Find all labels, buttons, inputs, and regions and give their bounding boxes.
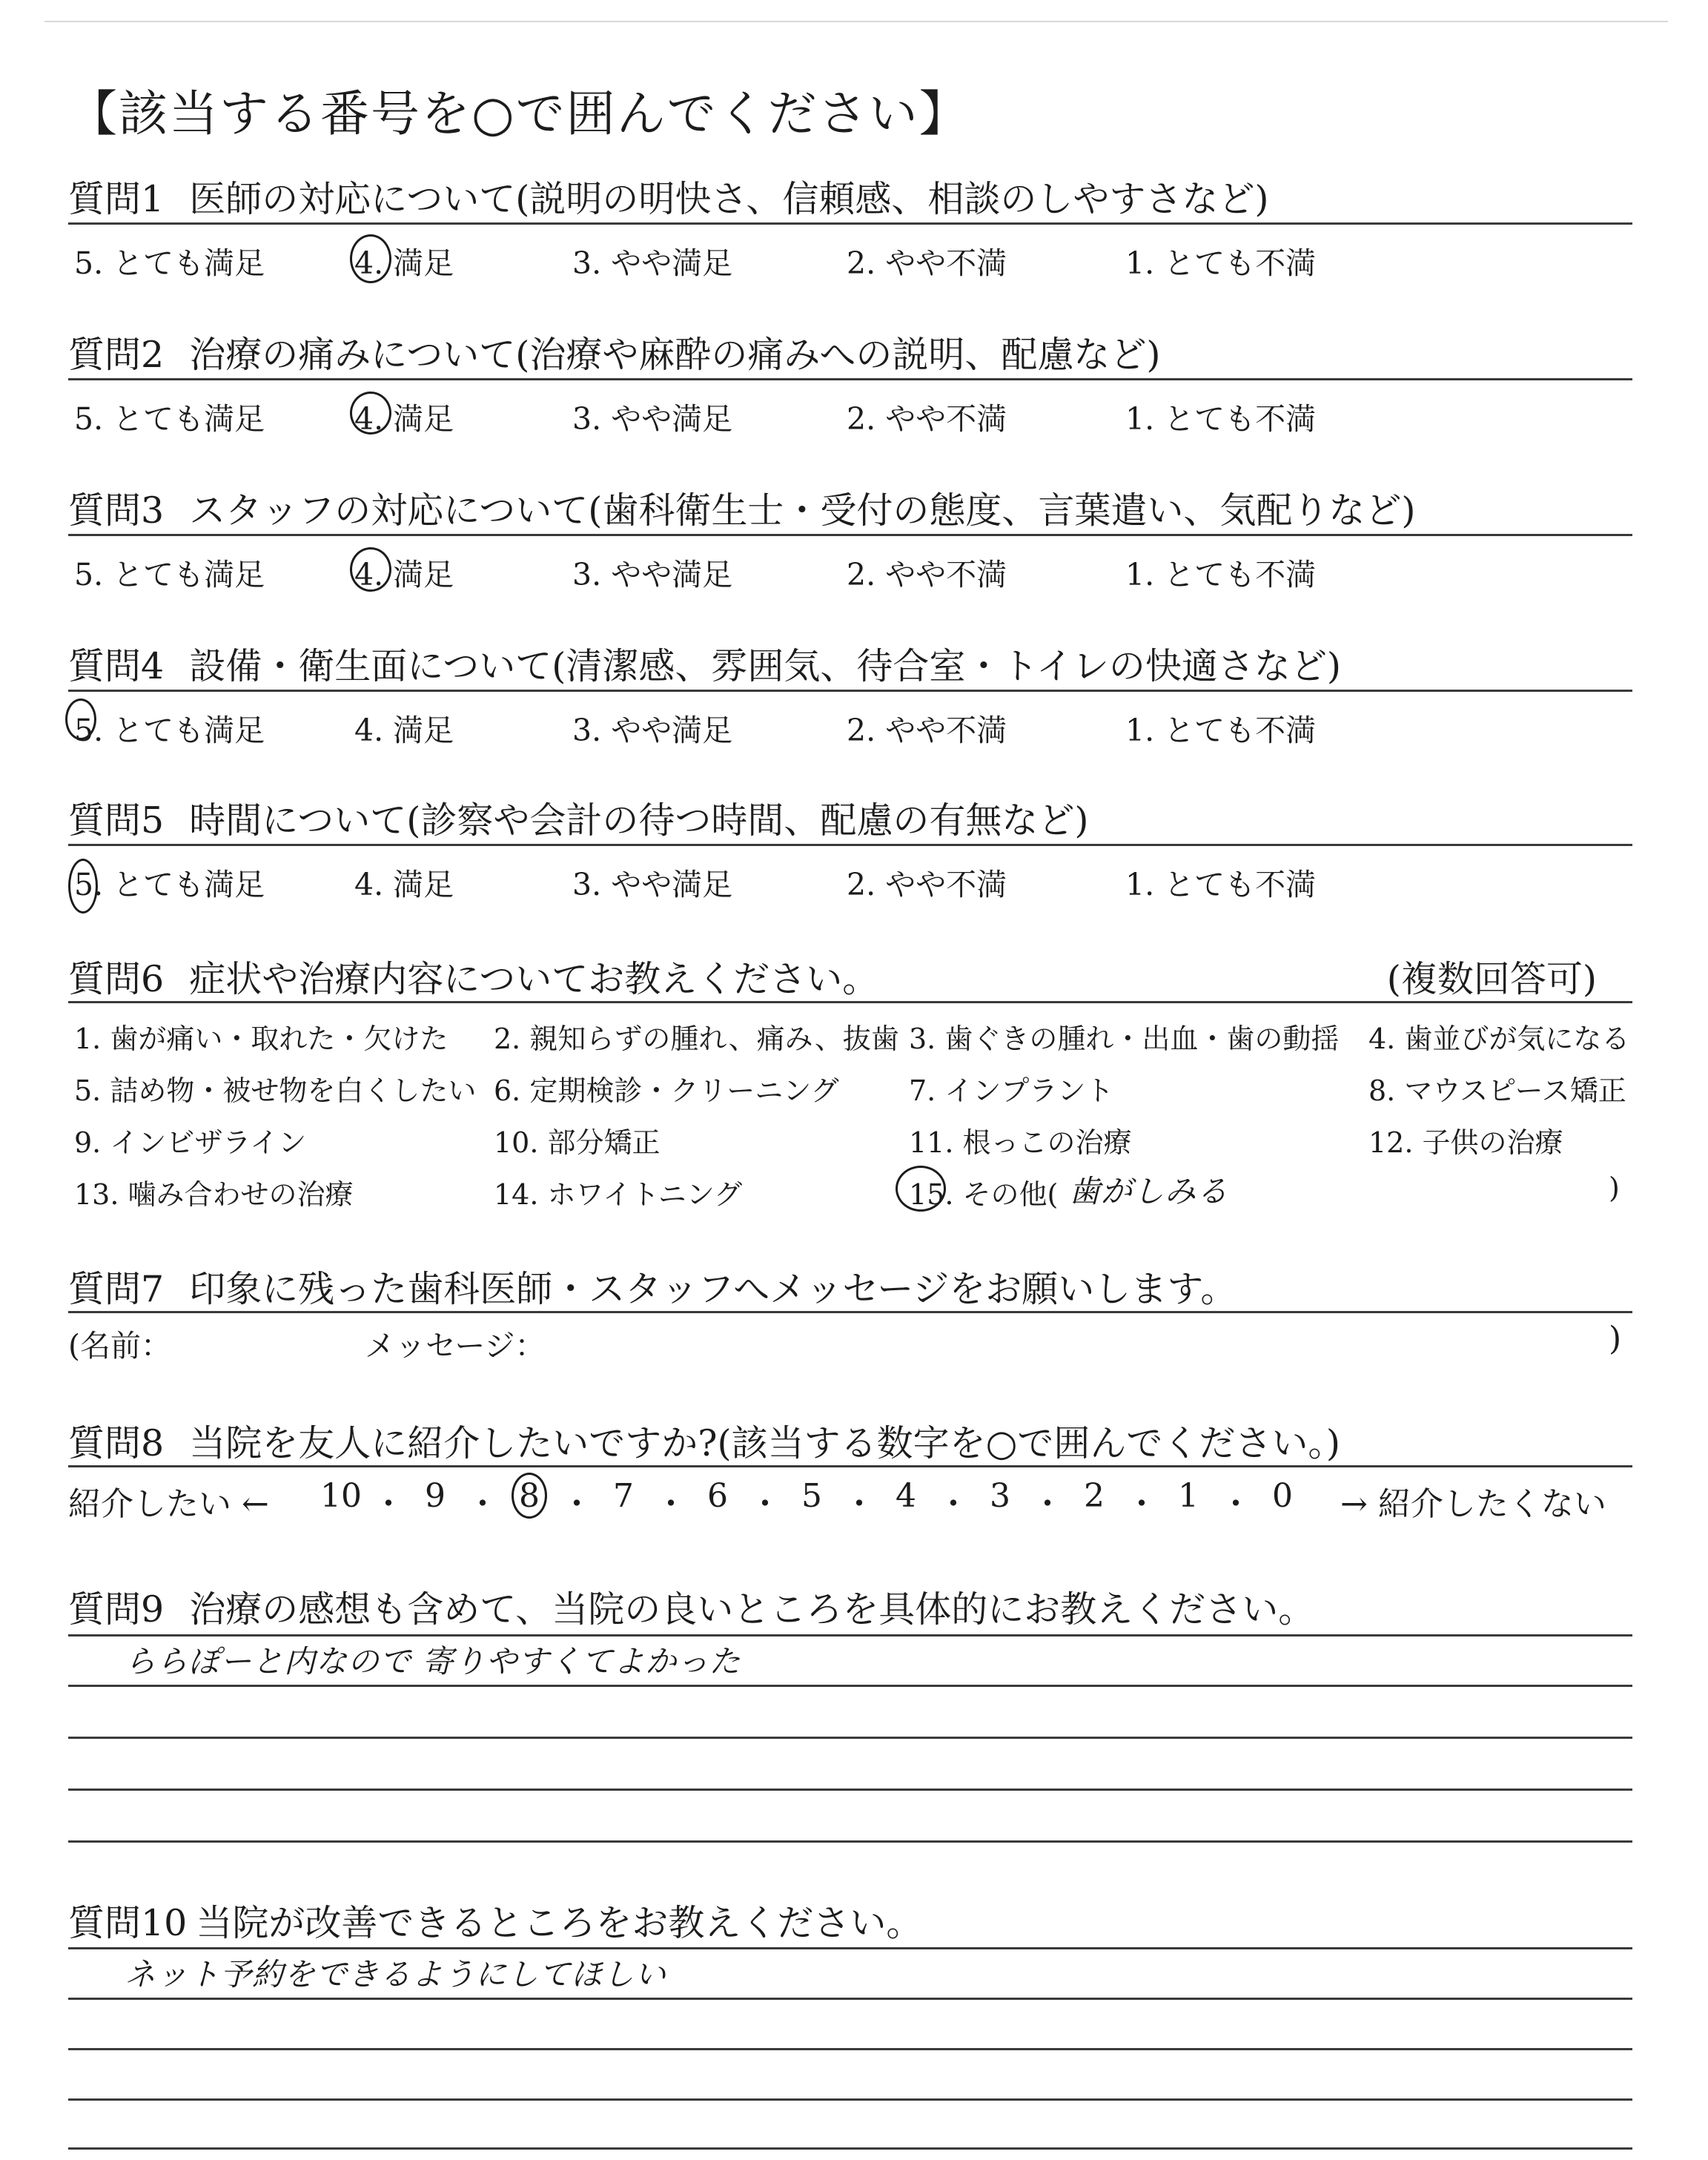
q3-text: スタッフの対応について(歯科衛生士・受付の態度、言葉遣い、気配りなど) (189, 489, 1416, 532)
q8-scale-3[interactable]: 3 (990, 1477, 1010, 1515)
q5-label: 質問5 (68, 799, 165, 842)
q2-rule (68, 378, 1632, 380)
q6-option-15[interactable]: 15. その他( (909, 1178, 1059, 1211)
q8-scale-1[interactable]: 1 (1178, 1477, 1199, 1515)
q9-answer-line-4 (68, 1840, 1632, 1843)
q6-option-1[interactable]: 1. 歯が痛い・取れた・欠けた (74, 1023, 448, 1055)
q6-other-handwriting[interactable]: 歯がしみる (1069, 1173, 1229, 1209)
q10-answer-line-3 (68, 2098, 1632, 2101)
q6-option-8[interactable]: 8. マウスピース矯正 (1368, 1074, 1626, 1107)
q1-label: 質問1 (68, 178, 165, 220)
q9-rule (68, 1634, 1632, 1636)
q4-option-5[interactable]: 5. とても満足 (74, 713, 265, 748)
q2-option-4[interactable]: 4. 満足 (354, 401, 454, 437)
q6-option-3[interactable]: 3. 歯ぐきの腫れ・出血・歯の動揺 (909, 1023, 1340, 1055)
q8-scale-separator: ・ (843, 1485, 875, 1523)
q8-right-label: → 紹介したくない (1340, 1485, 1606, 1523)
q9-answer-line-2 (68, 1737, 1632, 1739)
q8-scale-separator: ・ (372, 1485, 405, 1523)
q4-option-2[interactable]: 2. やや不満 (847, 713, 1007, 748)
q1-rule (68, 222, 1632, 225)
q7-label: 質問7 (68, 1268, 165, 1310)
q8-scale-5[interactable]: 5 (801, 1477, 822, 1515)
q1-text: 医師の対応について(説明の明快さ、信頼感、相談のしやすさなど) (189, 178, 1269, 220)
q1-option-3[interactable]: 3. やや満足 (572, 245, 733, 281)
q7-name-label: (名前： (68, 1328, 171, 1364)
q10-rule (68, 1947, 1632, 1949)
q10-answer-line-1 (68, 1998, 1632, 2000)
q5-option-2[interactable]: 2. やや不満 (847, 867, 1007, 902)
q9-answer-line-3 (68, 1789, 1632, 1791)
q8-scale-8[interactable]: 8 (519, 1477, 540, 1515)
q3-option-4[interactable]: 4. 満足 (354, 557, 454, 592)
q4-text: 設備・衛生面について(清潔感、雰囲気、待合室・トイレの快適さなど) (189, 645, 1341, 687)
q8-label: 質問8 (68, 1422, 165, 1464)
q8-scale-0[interactable]: 0 (1272, 1477, 1293, 1515)
q8-scale-2[interactable]: 2 (1084, 1477, 1105, 1515)
q1-option-5[interactable]: 5. とても満足 (74, 245, 265, 281)
q8-scale-10[interactable]: 10 (320, 1477, 362, 1515)
q8-left-label: 紹介したい ← (68, 1485, 269, 1523)
q8-scale-separator: ・ (1031, 1485, 1064, 1523)
q8-scale-separator: ・ (1219, 1485, 1252, 1523)
q6-option-14[interactable]: 14. ホワイトニング (494, 1178, 743, 1211)
q3-option-3[interactable]: 3. やや満足 (572, 557, 733, 592)
q5-option-5[interactable]: 5. とても満足 (74, 867, 265, 902)
q3-option-1[interactable]: 1. とても不満 (1125, 557, 1317, 592)
q6-title (68, 951, 878, 1003)
q1-option-1[interactable]: 1. とても不満 (1125, 245, 1317, 281)
q5-text: 時間について(診察や会計の待つ時間、配慮の有無など) (189, 799, 1089, 842)
q4-title (68, 638, 1341, 690)
q4-label: 質問4 (68, 645, 165, 687)
q8-scale-separator: ・ (749, 1485, 781, 1523)
q4-option-3[interactable]: 3. やや満足 (572, 713, 733, 748)
q6-rule (68, 1001, 1632, 1003)
q6-option-13[interactable]: 13. 噛み合わせの治療 (74, 1178, 354, 1211)
q2-text: 治療の痛みについて(治療や麻酔の痛みへの説明、配慮など) (189, 334, 1161, 376)
q6-option-2[interactable]: 2. 親知らずの腫れ、痛み、抜歯 (494, 1023, 899, 1055)
q8-rule (68, 1465, 1632, 1467)
q5-option-1[interactable]: 1. とても不満 (1125, 867, 1317, 902)
q6-multiple-note: (複数回答可) (1386, 958, 1597, 1000)
q2-option-3[interactable]: 3. やや満足 (572, 401, 733, 437)
q10-label: 質問10 (68, 1902, 188, 1944)
q8-scale-separator: ・ (937, 1485, 970, 1523)
q4-option-1[interactable]: 1. とても不満 (1125, 713, 1317, 748)
q9-title (68, 1581, 1314, 1633)
q9-label: 質問9 (68, 1588, 165, 1631)
q9-handwritten-answer[interactable]: ららぽーと内なので 寄りやすくてよかった (125, 1643, 741, 1680)
q9-answer-line-1 (68, 1685, 1632, 1687)
q8-scale-9[interactable]: 9 (425, 1477, 446, 1515)
q4-option-4[interactable]: 4. 満足 (354, 713, 454, 748)
q8-scale-separator: ・ (655, 1485, 687, 1523)
q3-rule (68, 534, 1632, 536)
q2-option-1[interactable]: 1. とても不満 (1125, 401, 1317, 437)
q7-message-label: メッセージ： (365, 1328, 546, 1364)
q6-option-11[interactable]: 11. 根っこの治療 (909, 1126, 1132, 1159)
q3-option-2[interactable]: 2. やや不満 (847, 557, 1007, 592)
q6-option-5[interactable]: 5. 詰め物・被せ物を白くしたい (74, 1074, 477, 1107)
page-title: 【該当する番号を○で囲んでください】 (68, 85, 970, 142)
q6-option-6[interactable]: 6. 定期検診・クリーニング (494, 1074, 839, 1107)
q2-title (68, 326, 1160, 378)
q8-scale-7[interactable]: 7 (613, 1477, 634, 1515)
q8-title (68, 1415, 1340, 1467)
q7-text: 印象に残った歯科医師・スタッフへメッセージをお願いします。 (189, 1268, 1237, 1310)
q6-option-7[interactable]: 7. インプラント (909, 1074, 1114, 1107)
q5-option-3[interactable]: 3. やや満足 (572, 867, 733, 902)
q3-option-5[interactable]: 5. とても満足 (74, 557, 265, 592)
q3-label: 質問3 (68, 489, 165, 532)
q2-option-5[interactable]: 5. とても満足 (74, 401, 265, 437)
q8-scale-6[interactable]: 6 (707, 1477, 728, 1515)
q10-title (68, 1895, 922, 1946)
q7-title (68, 1261, 1237, 1312)
q4-rule (68, 690, 1632, 692)
q1-title (68, 171, 1268, 222)
q10-handwritten-answer[interactable]: ネット予約をできるようにしてほしい (125, 1956, 667, 1992)
q8-text: 当院を友人に紹介したいですか?(該当する数字を○で囲んでください。) (189, 1422, 1340, 1464)
q6-option-9[interactable]: 9. インビザライン (74, 1126, 307, 1159)
q3-title (68, 482, 1415, 534)
q1-option-4[interactable]: 4. 満足 (354, 245, 454, 281)
q1-option-2[interactable]: 2. やや不満 (847, 245, 1007, 281)
q2-label: 質問2 (68, 334, 165, 376)
q6-option-12[interactable]: 12. 子供の治療 (1368, 1126, 1563, 1159)
q6-option-10[interactable]: 10. 部分矯正 (494, 1126, 661, 1159)
q7-close-paren: ) (1609, 1320, 1622, 1358)
q5-option-4[interactable]: 4. 満足 (354, 867, 454, 902)
q5-title (68, 792, 1088, 844)
q6-option-4[interactable]: 4. 歯並びが気になる (1368, 1023, 1630, 1055)
q5-rule (68, 844, 1632, 846)
page-top-edge (44, 21, 1668, 22)
q8-scale-separator: ・ (466, 1485, 499, 1523)
q10-answer-line-2 (68, 2048, 1632, 2050)
q10-answer-line-4 (68, 2147, 1632, 2150)
q10-text: 当院が改善できるところをお教えください。 (196, 1902, 923, 1944)
q8-scale-separator: ・ (1125, 1485, 1158, 1523)
q6-label: 質問6 (68, 958, 165, 1000)
q7-rule (68, 1311, 1632, 1313)
q6-text: 症状や治療内容についてお教えください。 (189, 958, 879, 1000)
q6-other-close-paren: ) (1609, 1172, 1620, 1204)
q8-scale-4[interactable]: 4 (896, 1477, 916, 1515)
q9-text: 治療の感想も含めて、当院の良いところを具体的にお教えください。 (189, 1588, 1315, 1631)
q8-scale-separator: ・ (560, 1485, 593, 1523)
q2-option-2[interactable]: 2. やや不満 (847, 401, 1007, 437)
